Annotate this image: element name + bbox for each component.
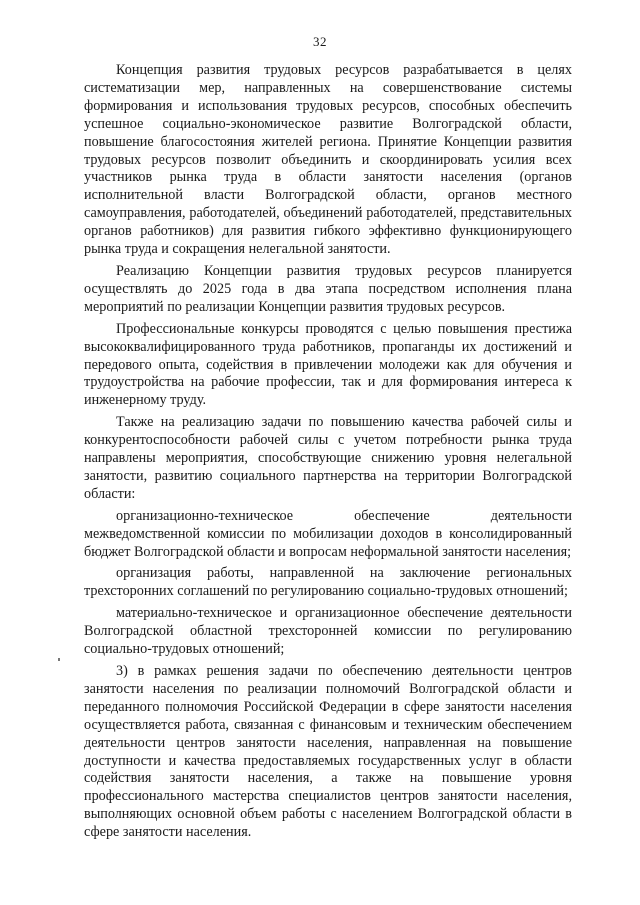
document-body: [84, 62, 572, 842]
paragraph-concept-purpose: Концепция развития трудовых ресурсов разрабатывается в целях систематизации мер, направленных на совершенствование системы формирования и использования трудовых ресурсов, способных обеспечить успешное социально-экономическое развитие Волгоградской области, повышение благосостояния жителей региона. Принятие Концепции развития трудовых ресурсов позволит объединить и скоординировать усилия всех участников рынка труда в области занятости населения (органов исполнительной власти Волгоградской области, органов местного самоуправления, работодателей, объединений работодателей, представительных органов работников) для развития гибкого эффективно функционирующего рынка труда и сокращения нелегальной занятости.: [84, 62, 572, 258]
list-item-tripartite-commission: материально-техническое и организационное обеспечение деятельности Волгоградской областной трехсторонней комиссии по регулированию социально-трудовых отношений;: [84, 605, 572, 658]
paragraph-professional-contests: Профессиональные конкурсы проводятся с целью повышения престижа высококвалифицированного труда работников, пропаганды их достижений и передового опыта, содействия в привлечении молодежи как для обучения и трудоустройства на рабочие профессии, так и для формирования интереса к инженерному труду.: [84, 320, 572, 409]
paragraph-employment-centers: 3) в рамках решения задачи по обеспечению деятельности центров занятости населения по реализации полномочий Волгоградской области и переданного полномочия Российской Федерации в сфере занятости населения осуществляется работа, связанная с финансовым и техническим обеспечением деятельности центров занятости населения, направленная на повышение доступности и качества предоставляемых государственных услуг в области содействия занятости населения, а также на повышение уровня профессионального мастерства специалистов центров занятости населения, выполняющих основной объем работы с населением Волгоградской области в сфере занятости населения.: [84, 663, 572, 841]
page-number: 32: [313, 34, 327, 49]
list-item-commission-support: организационно-техническое обеспечение деятельности межведомственной комиссии по мобилизации доходов в консолидированный бюджет Волгоградской области и вопросам неформальной занятости населения;: [84, 507, 572, 560]
margin-mark: [58, 658, 60, 661]
paragraph-implementation-stages: Реализацию Концепции развития трудовых ресурсов планируется осуществлять до 2025 года в два этапа посредством исполнения плана мероприятий по реализации Концепции развития трудовых ресурсов.: [84, 262, 572, 315]
list-item-tripartite-agreements: организация работы, направленной на заключение региональных трехсторонних соглашений по регулированию социально-трудовых отношений;: [84, 565, 572, 600]
paragraph-labor-quality-measures: Также на реализацию задачи по повышению качества рабочей силы и конкурентоспособности рабочей силы с учетом потребности рынка труда направлены мероприятия, способствующие снижению уровня нелегальной занятости, развитию социального партнерства на территории Волгоградской области:: [84, 414, 572, 502]
